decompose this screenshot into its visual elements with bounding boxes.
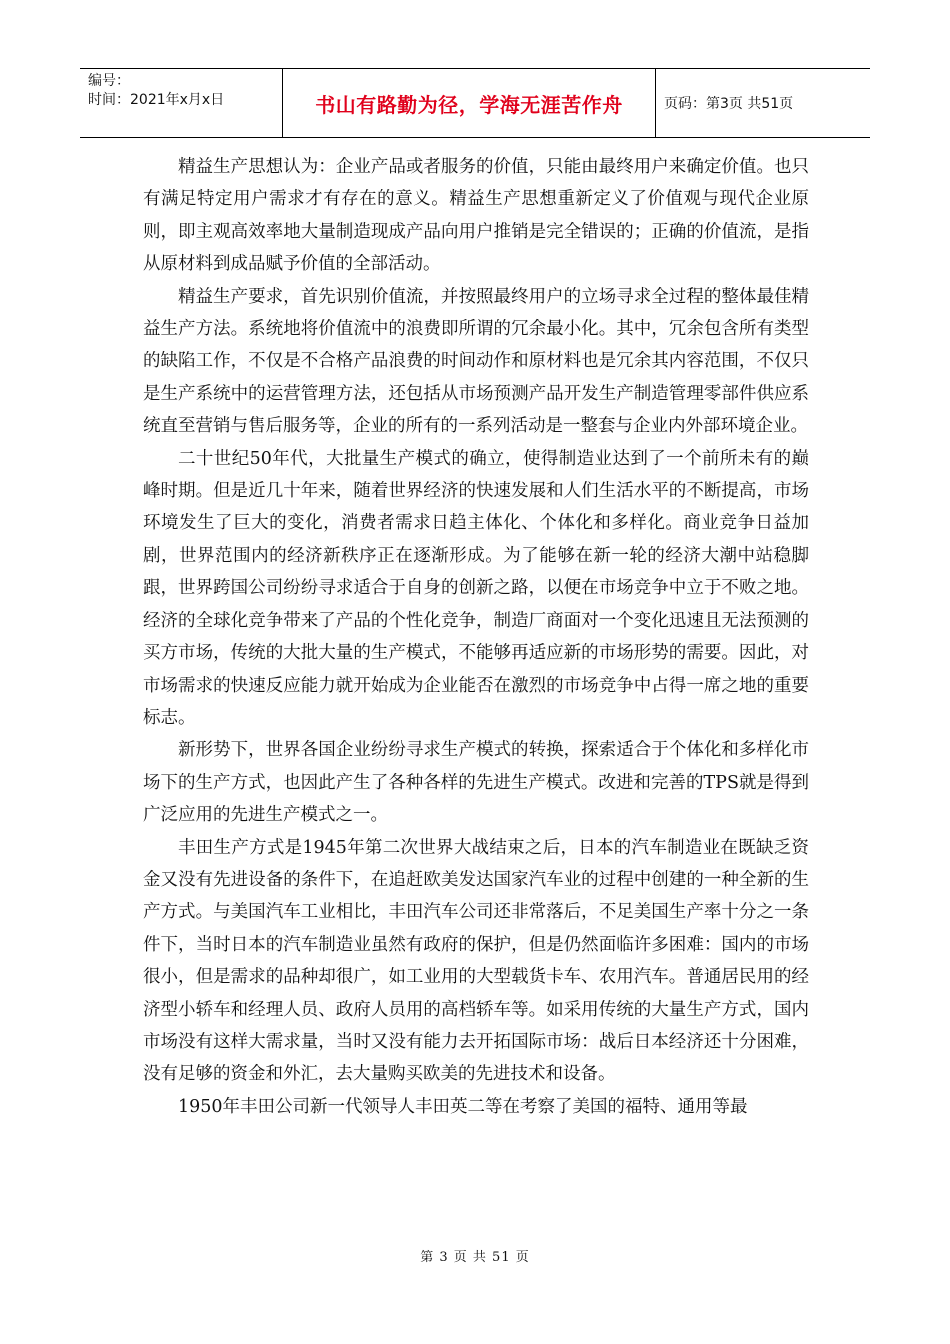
document-time-label: 时间：2021年x月x日 [88, 92, 225, 108]
paragraph: 精益生产要求，首先识别价值流，并按照最终用户的立场寻求全过程的整体最佳精益生产方法。系统地将价值流中的浪费即所谓的冗余最小化。其中，冗余包含所有类型的缺陷工作，不仅是不合格产品浪费的时间动作和原材料也是冗余其内容范围，不仅只是生产系统中的运营管理方法，还包括从市场预测产品开发生产制造管理零部件供应系统直至营销与售后服务等，企业的所有的一系列活动是一整套与企业内外部环境企业。 [143, 286, 809, 437]
document-number-label: 编号： [88, 73, 130, 89]
page-footer: 第 3 页 共 51 页 [420, 1250, 530, 1265]
header-motto: 书山有路勤为径，学海无涯苦作舟 [283, 69, 656, 137]
header-page-info: 页码：第3页 共51页 [664, 96, 794, 112]
paragraph: 1950年丰田公司新一代领导人丰田英二等在考察了美国的福特、通用等最 [178, 1096, 748, 1117]
page-header [80, 68, 870, 138]
document-body [143, 151, 809, 1123]
paragraph: 二十世纪50年代，大批量生产模式的确立，使得制造业达到了一个前所未有的巅峰时期。但是近几十年来，随着世界经济的快速发展和人们生活水平的不断提高，市场环境发生了巨大的变化，消费者需求日趋主体化、个体化和多样化。商业竞争日益加剧，世界范围内的经济新秩序正在逐渐形成。为了能够在新一轮的经济大潮中站稳脚跟，世界跨国公司纷纷寻求适合于自身的创新之路，以便在市场竞争中立于不败之地。经济的全球化竞争带来了产品的个性化竞争，制造厂商面对一个变化迅速且无法预测的买方市场，传统的大批大量的生产模式，不能够再适应新的市场形势的需要。因此，对市场需求的快速反应能力就开始成为企业能否在激烈的市场竞争中占得一席之地的重要标志。 [143, 448, 809, 728]
paragraph: 新形势下，世界各国企业纷纷寻求生产模式的转换，探索适合于个体化和多样化市场下的生产方式，也因此产生了各种各样的先进生产模式。改进和完善的TPS就是得到广泛应用的先进生产模式之一。 [143, 740, 809, 826]
paragraph: 精益生产思想认为：企业产品或者服务的价值，只能由最终用户来确定价值。也只有满足特定用户需求才有存在的意义。精益生产思想重新定义了价值观与现代企业原则，即主观高效率地大量制造现成产品向用户推销是完全错误的；正确的价值流，是指从原材料到成品赋予价值的全部活动。 [143, 157, 809, 275]
paragraph: 丰田生产方式是1945年第二次世界大战结束之后，日本的汽车制造业在既缺乏资金又没有先进设备的条件下，在追赶欧美发达国家汽车业的过程中创建的一种全新的生产方式。与美国汽车工业相比，丰田汽车公司还非常落后，不足美国生产率十分之一条件下，当时日本的汽车制造业虽然有政府的保护，但是仍然面临许多困难：国内的市场很小，但是需求的品种却很广，如工业用的大型载货卡车、农用汽车。普通居民用的经济型小轿车和经理人员、政府人员用的高档轿车等。如采用传统的大量生产方式，国内市场没有这样大需求量，当时又没有能力去开拓国际市场：战后日本经济还十分困难，没有足够的资金和外汇，去大量购买欧美的先进技术和设备。 [143, 837, 809, 1085]
header-meta-cell [80, 69, 283, 137]
